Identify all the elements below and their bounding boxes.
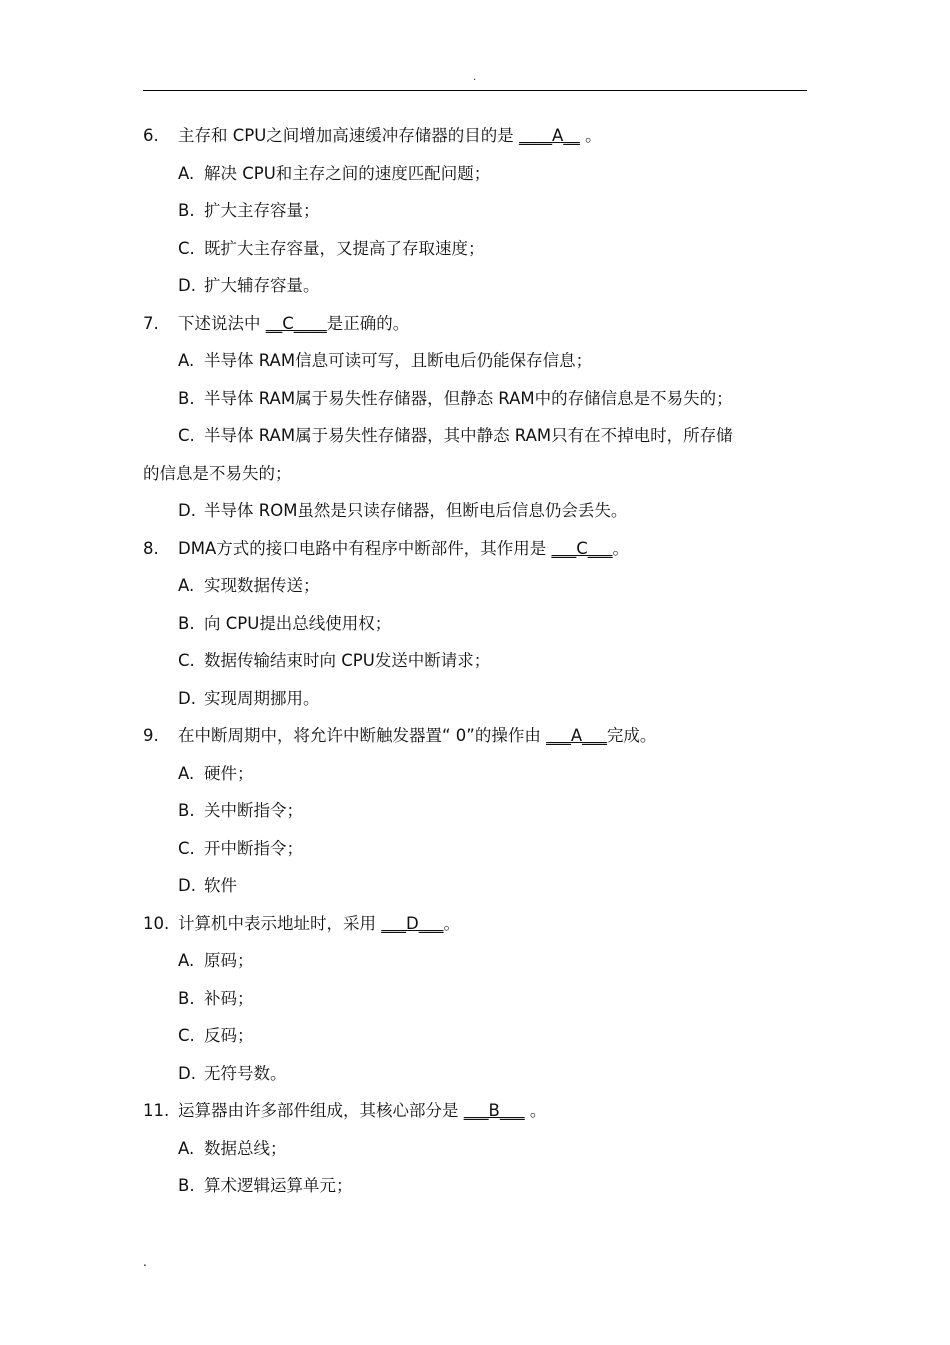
question-text: 计算机中表示地址时，采用 bbox=[178, 913, 382, 933]
option-text: 算术逻辑运算单元； bbox=[204, 1176, 353, 1195]
option-item bbox=[143, 380, 807, 418]
option-item bbox=[143, 155, 807, 193]
option-label: C. bbox=[178, 238, 195, 258]
question-text-end: 是正确的。 bbox=[326, 313, 410, 333]
option-text: 无符号数。 bbox=[204, 1063, 287, 1083]
option-item bbox=[143, 1017, 807, 1055]
option-label: A. bbox=[178, 351, 195, 370]
option-label: A. bbox=[178, 576, 195, 595]
question-number: 11. bbox=[143, 1101, 170, 1120]
question-number: 9. bbox=[143, 726, 159, 745]
option-text: 实现数据传送； bbox=[204, 576, 320, 595]
question-number: 7. bbox=[143, 313, 159, 333]
question-text-end: 。 bbox=[524, 1101, 547, 1120]
question-text: 在中断周期中，将允许中断触发器置“ 0”的操作由 bbox=[178, 726, 547, 745]
option-label: D. bbox=[178, 501, 196, 520]
option-text: 数据总线； bbox=[204, 1138, 287, 1158]
option-label: B. bbox=[178, 988, 195, 1008]
option-text: 半导体 RAM信息可读可写，且断电后仍能保存信息； bbox=[204, 351, 593, 370]
option-item bbox=[143, 605, 807, 643]
option-label: A. bbox=[178, 951, 195, 970]
option-text: 数据传输结束时向 CPU发送中断请求； bbox=[204, 651, 491, 670]
question-number: 10. bbox=[143, 913, 170, 933]
option-text: 既扩大主存容量，又提高了存取速度； bbox=[204, 238, 485, 258]
question-text-end: 完成。 bbox=[606, 726, 657, 745]
option-label: C. bbox=[178, 426, 195, 445]
question-text: DMA方式的接口电路中有程序中断部件，其作用是 bbox=[178, 538, 552, 558]
option-item bbox=[143, 830, 807, 868]
option-label: D. bbox=[178, 876, 196, 895]
option-item bbox=[143, 755, 807, 793]
option-label: D. bbox=[178, 1063, 196, 1083]
option-label: C. bbox=[178, 838, 195, 858]
option-text: 解决 CPU和主存之间的速度匹配问题； bbox=[204, 163, 491, 183]
question-list bbox=[143, 117, 807, 1205]
option-label: B. bbox=[178, 201, 195, 220]
question-stem bbox=[143, 905, 807, 943]
question-stem bbox=[143, 1092, 807, 1130]
option-text: 扩大主存容量； bbox=[204, 201, 320, 220]
question-stem bbox=[143, 305, 807, 343]
option-item bbox=[143, 492, 807, 530]
option-text: 反码； bbox=[204, 1026, 254, 1045]
option-item bbox=[143, 867, 807, 905]
option-item bbox=[143, 230, 807, 268]
option-continuation: 的信息是不易失的； bbox=[143, 463, 292, 483]
question-stem bbox=[143, 530, 807, 568]
option-item bbox=[143, 342, 807, 380]
question-text-end: 。 bbox=[612, 538, 630, 558]
answer-blank: ___B___ bbox=[463, 1101, 525, 1120]
option-label: B. bbox=[178, 388, 195, 408]
question-stem bbox=[143, 717, 807, 755]
option-text: 向 CPU提出总线使用权； bbox=[204, 613, 392, 633]
option-label: B. bbox=[178, 801, 195, 820]
option-label: D. bbox=[178, 276, 196, 295]
option-text: 扩大辅存容量。 bbox=[204, 276, 320, 295]
question-text: 运算器由许多部件组成，其核心部分是 bbox=[178, 1101, 464, 1120]
question-text: 主存和 CPU之间增加高速缓冲存储器的目的是 bbox=[178, 126, 520, 145]
option-text: 半导体 ROM虽然是只读存储器，但断电后信息仍会丢失。 bbox=[204, 501, 628, 520]
option-label: D. bbox=[178, 688, 196, 708]
option-item bbox=[143, 1055, 807, 1093]
question-text: 下述说法中 bbox=[178, 313, 266, 333]
option-text: 关中断指令； bbox=[204, 801, 303, 820]
header-mark: . bbox=[473, 72, 477, 83]
answer-blank: __C____ bbox=[265, 313, 327, 333]
question-number: 8. bbox=[143, 538, 159, 558]
question-text-end: 。 bbox=[443, 913, 460, 933]
option-item bbox=[143, 567, 807, 605]
option-item bbox=[143, 680, 807, 718]
option-label: C. bbox=[178, 1026, 195, 1045]
answer-blank: ___C___ bbox=[551, 538, 613, 558]
option-item bbox=[143, 1167, 807, 1205]
option-label: A. bbox=[178, 163, 195, 183]
question-number: 6. bbox=[143, 126, 159, 145]
option-label: B. bbox=[178, 1176, 195, 1195]
option-item bbox=[143, 792, 807, 830]
option-text: 半导体 RAM属于易失性存储器，其中静态 RAM只有在不掉电时，所存储 bbox=[204, 426, 733, 445]
option-text: 补码； bbox=[204, 988, 254, 1008]
option-text: 实现周期挪用。 bbox=[204, 688, 320, 708]
answer-blank: ___D___ bbox=[381, 913, 444, 933]
footer-mark: . bbox=[143, 1255, 147, 1269]
option-text: 半导体 RAM属于易失性存储器，但静态 RAM中的存储信息是不易失的； bbox=[204, 388, 733, 408]
option-item bbox=[143, 642, 807, 680]
option-text: 软件 bbox=[204, 876, 237, 895]
option-item bbox=[143, 1130, 807, 1168]
answer-blank: ____A__ bbox=[519, 126, 580, 145]
option-item bbox=[143, 417, 807, 455]
option-text: 开中断指令； bbox=[204, 838, 303, 858]
option-label: A. bbox=[178, 763, 195, 783]
option-label: B. bbox=[178, 613, 195, 633]
option-item bbox=[143, 192, 807, 230]
header-rule bbox=[143, 90, 807, 91]
option-text: 硬件； bbox=[204, 763, 254, 783]
option-item bbox=[143, 942, 807, 980]
option-item bbox=[143, 980, 807, 1018]
question-stem bbox=[143, 117, 807, 155]
option-label: A. bbox=[178, 1138, 195, 1158]
question-text-end: 。 bbox=[579, 126, 602, 145]
option-label: C. bbox=[178, 651, 195, 670]
option-item bbox=[143, 267, 807, 305]
option-text: 原码； bbox=[204, 951, 254, 970]
answer-blank: ___A___ bbox=[546, 726, 607, 745]
